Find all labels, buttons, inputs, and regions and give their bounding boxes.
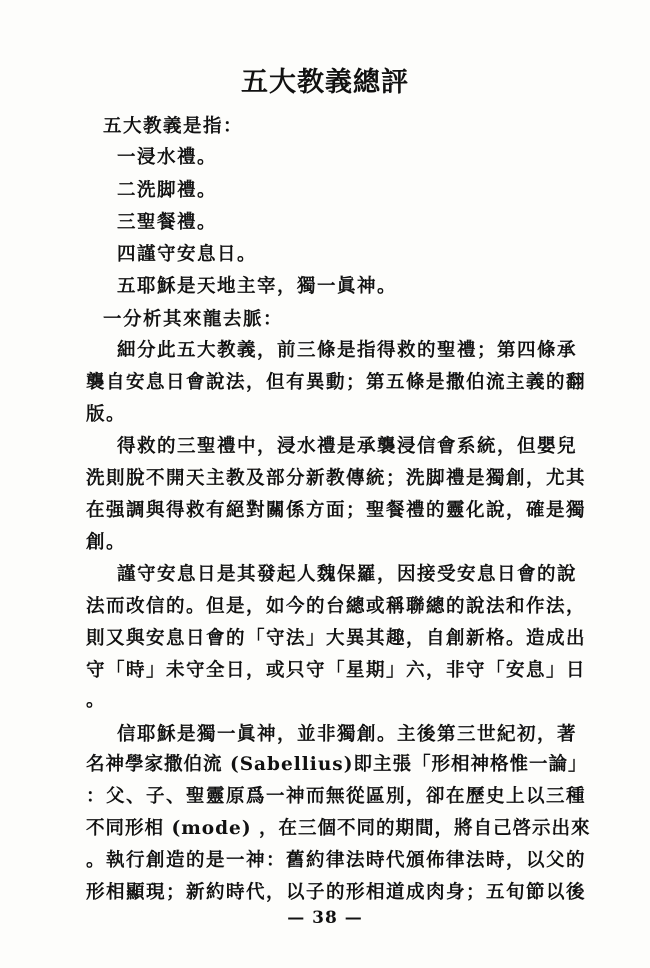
paragraph-line: 守「時」未守全日，或只守「星期」六，非守「安息」日 xyxy=(86,660,587,681)
intro-line: 五大教義是指： xyxy=(103,116,244,137)
paragraph-line: 不同形相 (mode) ，在三個不同的期間，將自己啓示出來 xyxy=(86,818,591,839)
list-item-4: 四謹守安息日。 xyxy=(117,244,258,265)
page-title: 五大教義總評 xyxy=(241,67,409,98)
section-heading: 一分析其來龍去脈： xyxy=(103,309,284,330)
page-number: — 38 — xyxy=(287,908,363,928)
paragraph-line: 法而改信的。但是，如今的台總或稱聯總的說法和作法， xyxy=(86,596,587,617)
paragraph-line: 得救的三聖禮中，浸水禮是承襲浸信會系統，但嬰兒 xyxy=(117,436,578,457)
paragraph-line: 謹守安息日是其發起人魏保羅，因接受安息日會的說 xyxy=(117,564,578,585)
paragraph-line: 。 xyxy=(86,690,107,711)
list-item-3: 三聖餐禮。 xyxy=(117,212,218,233)
paragraph-line: ：父、子、聖靈原爲一神而無從區別，卻在歷史上以三種 xyxy=(86,786,587,807)
paragraph-line: 洗則脫不開天主教及部分新教傳統；洗脚禮是獨創，尤其 xyxy=(86,468,587,489)
paragraph-line: 則又與安息日會的「守法」大異其趣，自創新格。造成出 xyxy=(86,628,587,649)
paragraph-line: 版。 xyxy=(86,404,127,425)
paragraph-line: 形相顯現；新約時代，以子的形相道成肉身；五旬節以後 xyxy=(86,882,587,903)
paragraph-line: 在强調與得救有絕對關係方面；聖餐禮的靈化說，確是獨 xyxy=(86,500,587,521)
list-item-1: 一浸水禮。 xyxy=(117,147,218,168)
list-item-2: 二洗脚禮。 xyxy=(117,180,218,201)
paragraph-line: 信耶穌是獨一眞神，並非獨創。主後第三世紀初，著 xyxy=(117,724,578,745)
paragraph-line: 名神學家撒伯流 (Sabellius)即主張「形相神格惟一論」 xyxy=(86,754,588,775)
paragraph-line: 創。 xyxy=(86,532,127,553)
paragraph-line: 襲自安息日會說法，但有異動；第五條是撒伯流主義的翻 xyxy=(86,372,587,393)
paragraph-line: 細分此五大教義，前三條是指得救的聖禮；第四條承 xyxy=(117,340,578,361)
list-item-5: 五耶穌是天地主宰，獨一眞神。 xyxy=(117,276,398,297)
paragraph-line: 。執行創造的是一神：舊約律法時代頒佈律法時，以父的 xyxy=(86,850,587,871)
